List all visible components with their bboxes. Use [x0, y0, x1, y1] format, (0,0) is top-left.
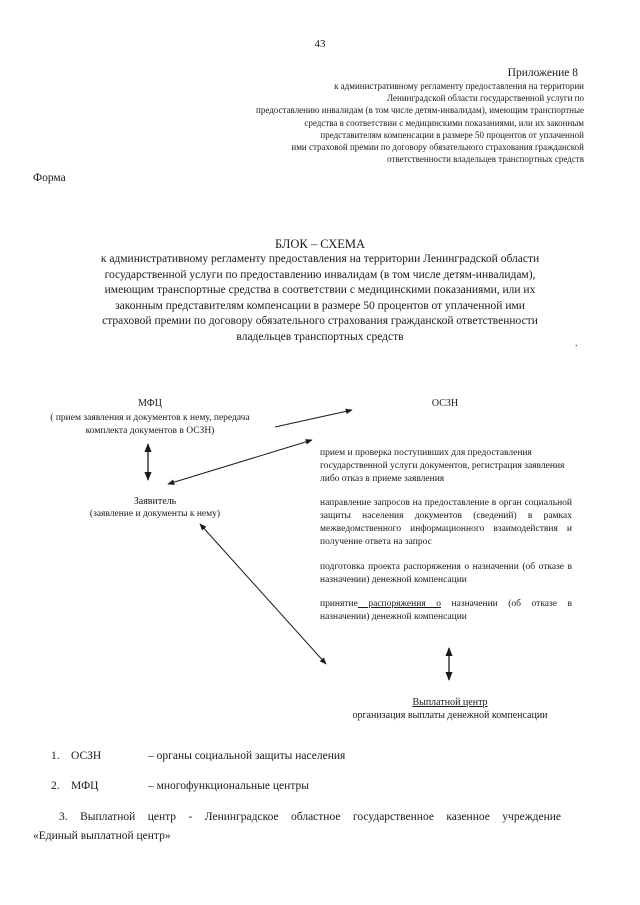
- legend-line: «Единый выплатной центр»: [33, 830, 171, 842]
- legend-line: [33, 808, 561, 827]
- block-scheme-title: БЛОК – СХЕМА: [274, 237, 366, 251]
- stray-dot-mark: .: [575, 338, 578, 349]
- legend-number: 3.: [59, 811, 68, 823]
- legend-abbreviation: ОСЗН: [71, 750, 102, 762]
- annex-line: средства в соответствии с медицинскими показаниями, или их законным: [304, 117, 584, 128]
- annex-line: ими страховой премии по договору обязательного страхования гражданской: [291, 142, 584, 153]
- mfc-node-description: [30, 412, 270, 438]
- payment-center-label: Выплатной центр: [412, 697, 488, 708]
- annex-title: Приложение 8: [507, 67, 578, 79]
- mfc-node-label: МФЦ: [138, 398, 162, 409]
- legend-definition: Выплатной центр - Ленинградское областное государственное казенное учреждение: [80, 811, 562, 823]
- subtitle-line: владельцев транспортных средств: [236, 330, 404, 343]
- step-text: принятие: [320, 599, 358, 609]
- page-number: 43: [314, 38, 326, 50]
- annex-line: предоставлению инвалидам (в том числе детям-инвалидам), имеющим транспортные: [256, 105, 584, 116]
- ozsn-step-draft-order: подготовка проекта распоряжения о назначении (об отказе в назначении) денежной компенсации: [320, 562, 572, 585]
- ozsn-step-interagency-request: направление запросов на предоставление в орган социальной защиты населения документов (сведений) в рамках межведомственного информационного взаимодействия и получение ответа на запрос: [320, 498, 572, 547]
- legend-number: 2.: [51, 780, 60, 792]
- ozsn-step-adopt-order: [320, 598, 572, 624]
- subtitle-line: государственной услуги по предоставлению инвалидам (в том числе детям-инвалидам),: [104, 268, 536, 281]
- applicant-node-label: Заявитель: [133, 496, 177, 507]
- applicant-node-description: (заявление и документы к нему): [89, 509, 221, 519]
- legend-definition: – многофункциональные центры: [148, 780, 309, 792]
- annex-line: ответственности владельцев транспортных средств: [387, 154, 584, 165]
- mfc-desc-line: ( прием заявления и документов к нему, передача: [50, 413, 250, 423]
- annex-line: представителям компенсации в размере 50 процентов от уплаченной: [320, 129, 584, 140]
- legend-item-payment-center: [33, 808, 561, 846]
- step-text: назначении (об отказе в назначении) денежной компенсации: [320, 599, 572, 622]
- payment-center-description: организация выплаты денежной компенсации: [352, 710, 548, 721]
- subtitle-line: законным представителям компенсации в размере 50 процентов от уплаченной ими: [115, 299, 525, 312]
- arrow-mfc-ozsn: [275, 410, 352, 427]
- legend-definition: – органы социальной защиты населения: [148, 750, 346, 762]
- arrow-applicant-payment: [200, 524, 326, 664]
- arrow-applicant-ozsn: [168, 440, 312, 484]
- legend-abbreviation: МФЦ: [71, 780, 99, 792]
- step-text-underlined: распоряжения о: [357, 599, 441, 609]
- ozsn-node-label: ОСЗН: [431, 398, 459, 409]
- annex-line: Ленинградской области государственной услуги по: [386, 93, 584, 104]
- ozsn-step-reception: прием и проверка поступивших для предоставления государственной услуги документов, регистрация заявления либо отказ в приеме заявления: [320, 448, 565, 484]
- subtitle-line: к административному регламенту предоставления на территории Ленинградской области: [100, 253, 540, 265]
- subtitle-line: страховой премии по договору обязательного страхования гражданской ответственности: [102, 315, 538, 327]
- form-label: Форма: [33, 172, 66, 184]
- annex-line: к административному регламенту предоставления на территории: [334, 81, 584, 91]
- subtitle-line: имеющим транспортные средства в соответствии с медицинскими показаниями, или их: [104, 284, 536, 296]
- legend-number: 1.: [51, 750, 60, 762]
- mfc-desc-line: комплекта документов в ОСЗН): [85, 426, 215, 436]
